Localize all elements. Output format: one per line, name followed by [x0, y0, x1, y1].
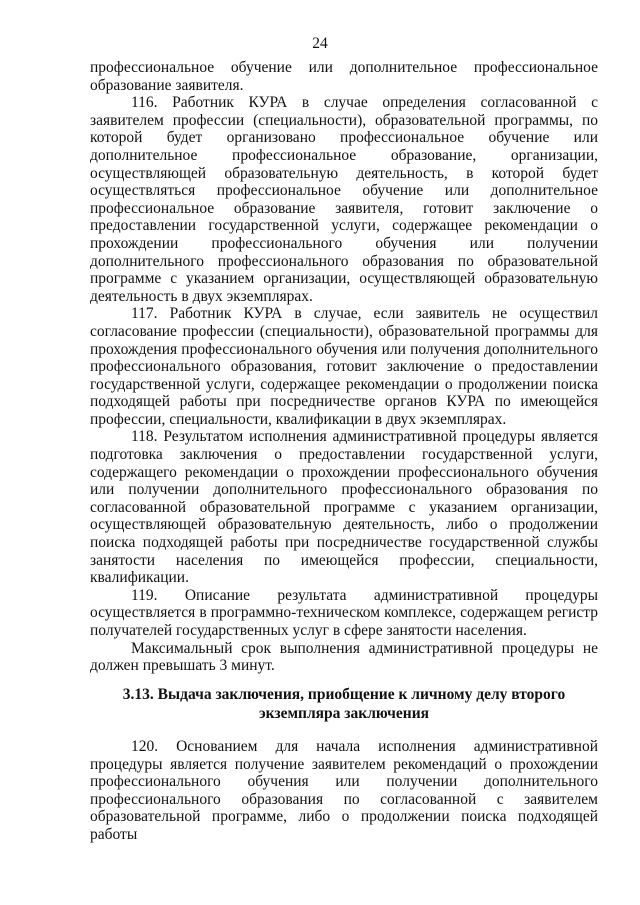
- paragraph-116: 116. Работник КУРА в случае определения согласованной с заявителем профессии (специальности), образовательной программы, по которой будет организовано профессиональное обучение или дополнительное профессиональное образование, организации, осуществляющей образовательную деятельность, в которой будет осуществляться профессиональное обучение или дополнительное профессиональное образование заявителя, готовит заключение о предоставлении государственной услуги, содержащее рекомендации о прохождении профессионального обучения или получении дополнительного профессионального образования по образовательной программе с указанием организации, осуществляющей образовательную деятельность в двух экземплярах.: [90, 94, 598, 305]
- section-heading-line-1: 3.13. Выдача заключения, приобщение к личному делу второго: [122, 686, 566, 703]
- body-text: [90, 59, 598, 675]
- paragraph-117: 117. Работник КУРА в случае, если заявитель не осуществил согласование профессии (специальности), образовательной программы для прохождения профессионального обучения или получения дополнительного профессионального образования, готовит заключение о предоставлении государственной услуги, содержащее рекомендации о продолжении поиска подходящей работы при посредничестве органов КУРА по имеющейся профессии, специальности, квалификации в двух экземплярах.: [90, 305, 598, 428]
- paragraph-118: 118. Результатом исполнения административной процедуры является подготовка заключения о предоставлении государственной услуги, содержащего рекомендации о прохождении профессионального обучения или получении дополнительного профессионального образования по согласованной образовательной программе с указанием организации, осуществляющей образовательную деятельность, либо о продолжении поиска подходящей работы при посредничестве государственной службы занятости населения по имеющейся профессии, специальности, квалификации.: [90, 428, 598, 587]
- paragraph-119: 119. Описание результата административной процедуры осуществляется в программно-техническом комплексе, содержащем регистр получателей государственных услуг в сфере занятости населения.: [90, 586, 598, 639]
- page-number: 24: [312, 35, 328, 52]
- section-heading: [90, 685, 598, 723]
- paragraph-continuation: профессиональное обучение или дополнительное профессиональное образование заявителя.: [90, 59, 598, 94]
- section-heading-line-2: экземпляра заключения: [258, 705, 430, 722]
- paragraph-120: 120. Основанием для начала исполнения административной процедуры является получение заявителем рекомендаций о прохождении профессионального обучения или получении дополнительного профессионального образования по согласованной с заявителем образовательной программе, либо о продолжении поиска подходящей работы: [90, 738, 598, 843]
- body-text-section-3-13: [90, 738, 598, 844]
- paragraph-max-time: Максимальный срок выполнения административной процедуры не должен превышать 3 минут.: [90, 639, 598, 675]
